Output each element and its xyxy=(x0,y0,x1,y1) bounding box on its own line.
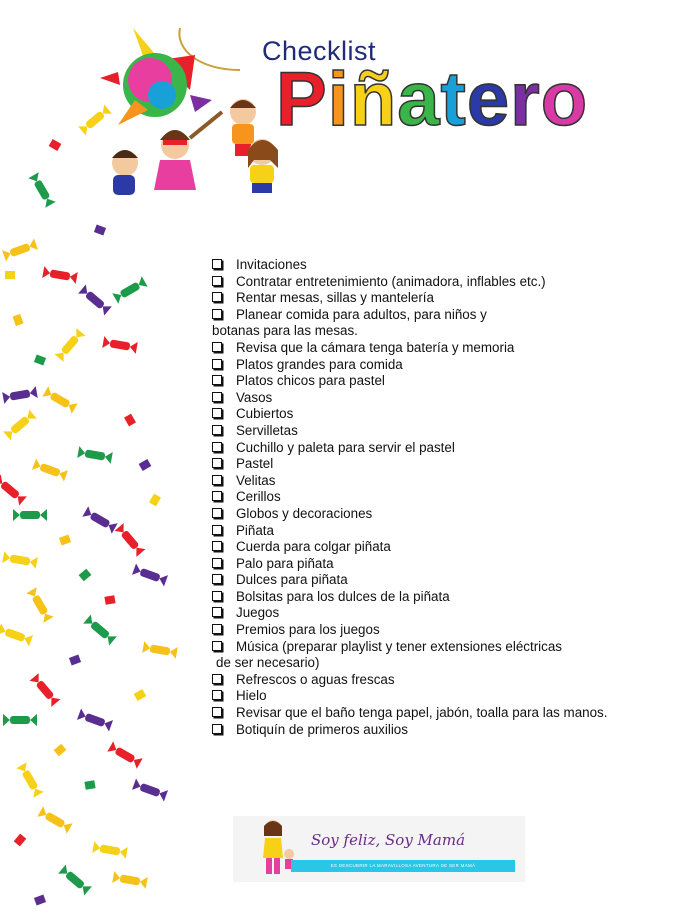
candy-icon xyxy=(16,762,43,797)
checklist-item xyxy=(212,440,642,457)
candy-icon xyxy=(78,284,112,315)
checklist-item-text: Servilletas xyxy=(236,422,298,438)
checklist-item xyxy=(212,307,642,340)
checklist-subtitle: Checklist xyxy=(262,36,377,66)
checklist-item-text: Globos y decoraciones xyxy=(236,505,373,521)
candy-icon xyxy=(112,276,147,303)
confetti-piece xyxy=(13,314,24,326)
checkbox-icon[interactable] xyxy=(212,359,222,369)
candy-icon xyxy=(0,474,27,505)
checklist-item xyxy=(212,274,642,291)
checklist-item xyxy=(212,290,642,307)
checkbox-icon[interactable] xyxy=(212,309,222,319)
checklist-item-text: Invitaciones xyxy=(236,257,307,272)
checklist-item xyxy=(212,539,642,556)
checklist-item-text: Velitas xyxy=(236,472,276,488)
checkbox-icon[interactable] xyxy=(212,276,222,286)
checkbox-icon[interactable] xyxy=(212,641,222,651)
checkbox-icon[interactable] xyxy=(212,442,222,452)
candy-icon xyxy=(37,806,72,833)
candy-icon xyxy=(42,386,77,413)
checklist-item-text: Premios para los juegos xyxy=(236,622,380,638)
checklist-item xyxy=(212,622,642,639)
checkbox-icon[interactable] xyxy=(212,541,222,551)
candy-icon xyxy=(3,714,37,726)
checklist-item-text: Dulces para piñata xyxy=(236,572,348,588)
logo-tagline: ES DESCUBRIR LA MARAVILLOSA AVENTURA DE SER MAMÁ xyxy=(330,863,476,868)
title-letter: e xyxy=(466,57,511,142)
candy-icon xyxy=(92,841,128,859)
candy-icon xyxy=(54,328,85,362)
candy-icon xyxy=(142,641,178,659)
checklist-item xyxy=(212,257,642,274)
title-letter: r xyxy=(510,57,541,142)
confetti-piece xyxy=(124,414,136,427)
pinata-illustration xyxy=(100,28,240,125)
checklist-item xyxy=(212,373,642,390)
confetti-piece xyxy=(59,535,71,546)
title-letter: P xyxy=(276,57,328,142)
checklist-item-text: Música (preparar playlist y tener extensiones eléctricas xyxy=(236,638,562,654)
checkbox-icon[interactable] xyxy=(212,707,222,717)
title-letter: a xyxy=(397,57,441,142)
checklist-item-text: Rentar mesas, sillas y mantelería xyxy=(236,290,434,306)
candy-icon xyxy=(2,239,38,262)
candy-icon xyxy=(26,587,53,622)
checklist-item-continuation: botanas para las mesas. xyxy=(212,323,358,339)
checkbox-icon[interactable] xyxy=(212,392,222,402)
checklist-item-text: Juegos xyxy=(236,605,280,621)
checklist-item xyxy=(212,423,642,440)
checklist-item-text: Bolsitas para los dulces de la piñata xyxy=(236,588,450,604)
candy-icon xyxy=(28,172,55,207)
checkbox-icon[interactable] xyxy=(212,458,222,468)
checklist-item xyxy=(212,688,642,705)
confetti-piece xyxy=(139,459,152,471)
checklist-item xyxy=(212,722,642,739)
title-letter: t xyxy=(440,57,467,142)
candy-icon xyxy=(29,673,60,707)
checklist-item xyxy=(212,589,642,606)
title-letter: i xyxy=(327,57,350,142)
confetti-piece xyxy=(134,689,147,701)
checkbox-icon[interactable] xyxy=(212,607,222,617)
party-checklist xyxy=(212,257,642,738)
checklist-item-text: Planear comida para adultos, para niños y xyxy=(236,306,487,322)
confetti-piece xyxy=(14,834,27,847)
checklist-item xyxy=(212,406,642,423)
checklist-item xyxy=(212,556,642,573)
checklist-item xyxy=(212,672,642,689)
checklist-item-text: Pastel xyxy=(236,456,274,472)
checklist-item-text: Botiquín de primeros auxilios xyxy=(236,721,408,737)
checklist-item xyxy=(212,340,642,357)
confetti-piece xyxy=(34,895,46,906)
checklist-item-text: Platos chicos para pastel xyxy=(236,373,385,389)
checkbox-icon[interactable] xyxy=(212,292,222,302)
candy-icon xyxy=(2,551,38,569)
checkbox-icon[interactable] xyxy=(212,624,222,634)
candy-icon xyxy=(82,506,117,533)
checkbox-icon[interactable] xyxy=(212,342,222,352)
checklist-item xyxy=(212,605,642,622)
checklist-item xyxy=(212,572,642,589)
candy-icon xyxy=(77,709,113,732)
checkbox-icon[interactable] xyxy=(212,259,222,269)
checklist-item-text: Revisar que el baño tenga papel, jabón, toalla para las manos. xyxy=(236,705,608,721)
checklist-item-text: Cubiertos xyxy=(236,406,294,422)
checkbox-icon[interactable] xyxy=(212,690,222,700)
checklist-item-text: Cuchillo y paleta para servir el pastel xyxy=(236,439,455,455)
candy-icon xyxy=(132,779,168,802)
confetti-piece xyxy=(49,139,62,151)
pinatero-title xyxy=(276,57,589,142)
candy-icon xyxy=(32,459,68,482)
checklist-item-text: Platos grandes para comida xyxy=(236,356,403,372)
candy-icon xyxy=(112,871,148,889)
checklist-item-text: Revisa que la cámara tenga batería y memoria xyxy=(236,339,515,355)
candy-icon xyxy=(102,336,138,354)
candy-icon xyxy=(42,266,78,284)
checklist-item xyxy=(212,390,642,407)
confetti-piece xyxy=(69,655,81,666)
checklist-item xyxy=(212,357,642,374)
checkbox-icon[interactable] xyxy=(212,425,222,435)
candy-icon xyxy=(2,386,38,404)
checklist-item-text: Piñata xyxy=(236,522,274,538)
confetti-piece xyxy=(34,355,46,366)
checklist-item xyxy=(212,489,642,506)
logo-ribbon xyxy=(291,860,515,872)
checklist-item-text: Hielo xyxy=(236,688,267,704)
checkbox-icon[interactable] xyxy=(212,408,222,418)
candy-icon xyxy=(0,624,33,647)
confetti-piece xyxy=(5,271,15,279)
checklist-item-text: Vasos xyxy=(236,389,273,405)
confetti-piece xyxy=(79,569,92,582)
candy-icon xyxy=(132,564,168,587)
checklist-item xyxy=(212,639,642,672)
title-letter: o xyxy=(540,57,589,142)
logo-name: Soy feliz, Soy Mamá xyxy=(311,831,466,849)
checklist-item-text: Palo para piñata xyxy=(236,555,334,571)
confetti-piece xyxy=(149,494,161,507)
mother-child-icon xyxy=(243,816,303,882)
candy-icon xyxy=(114,523,145,557)
title-letter: ñ xyxy=(349,57,398,142)
checklist-item-text: Cuerda para colgar piñata xyxy=(236,539,391,555)
checkbox-icon[interactable] xyxy=(212,558,222,568)
candy-icon xyxy=(13,509,47,521)
checkbox-icon[interactable] xyxy=(212,724,222,734)
checkbox-icon[interactable] xyxy=(212,475,222,485)
checklist-item-continuation: de ser necesario) xyxy=(216,655,320,671)
checklist-item xyxy=(212,523,642,540)
checklist-item-text: Contratar entretenimiento (animadora, inflables etc.) xyxy=(236,273,546,289)
checkbox-icon[interactable] xyxy=(212,525,222,535)
checklist-item-text: Cerillos xyxy=(236,489,281,505)
checklist-item xyxy=(212,456,642,473)
confetti-piece xyxy=(54,744,67,757)
checklist-item xyxy=(212,473,642,490)
confetti-piece xyxy=(84,780,95,790)
checklist-item xyxy=(212,506,642,523)
candy-icon xyxy=(83,614,117,645)
checkbox-icon[interactable] xyxy=(212,491,222,501)
confetti-piece xyxy=(104,595,115,605)
checklist-item xyxy=(212,705,642,722)
soy-feliz-soy-mama-logo xyxy=(233,816,525,882)
checklist-item-text: Refrescos o aguas frescas xyxy=(236,671,395,687)
checkbox-icon[interactable] xyxy=(212,574,222,584)
confetti-piece xyxy=(94,225,106,236)
checkbox-icon[interactable] xyxy=(212,375,222,385)
candy-icon xyxy=(107,741,142,768)
checkbox-icon[interactable] xyxy=(212,508,222,518)
candy-icon xyxy=(78,104,112,135)
checkbox-icon[interactable] xyxy=(212,674,222,684)
candy-icon xyxy=(58,864,92,895)
checkbox-icon[interactable] xyxy=(212,591,222,601)
candy-icon xyxy=(77,446,113,464)
candy-icon xyxy=(3,409,37,440)
